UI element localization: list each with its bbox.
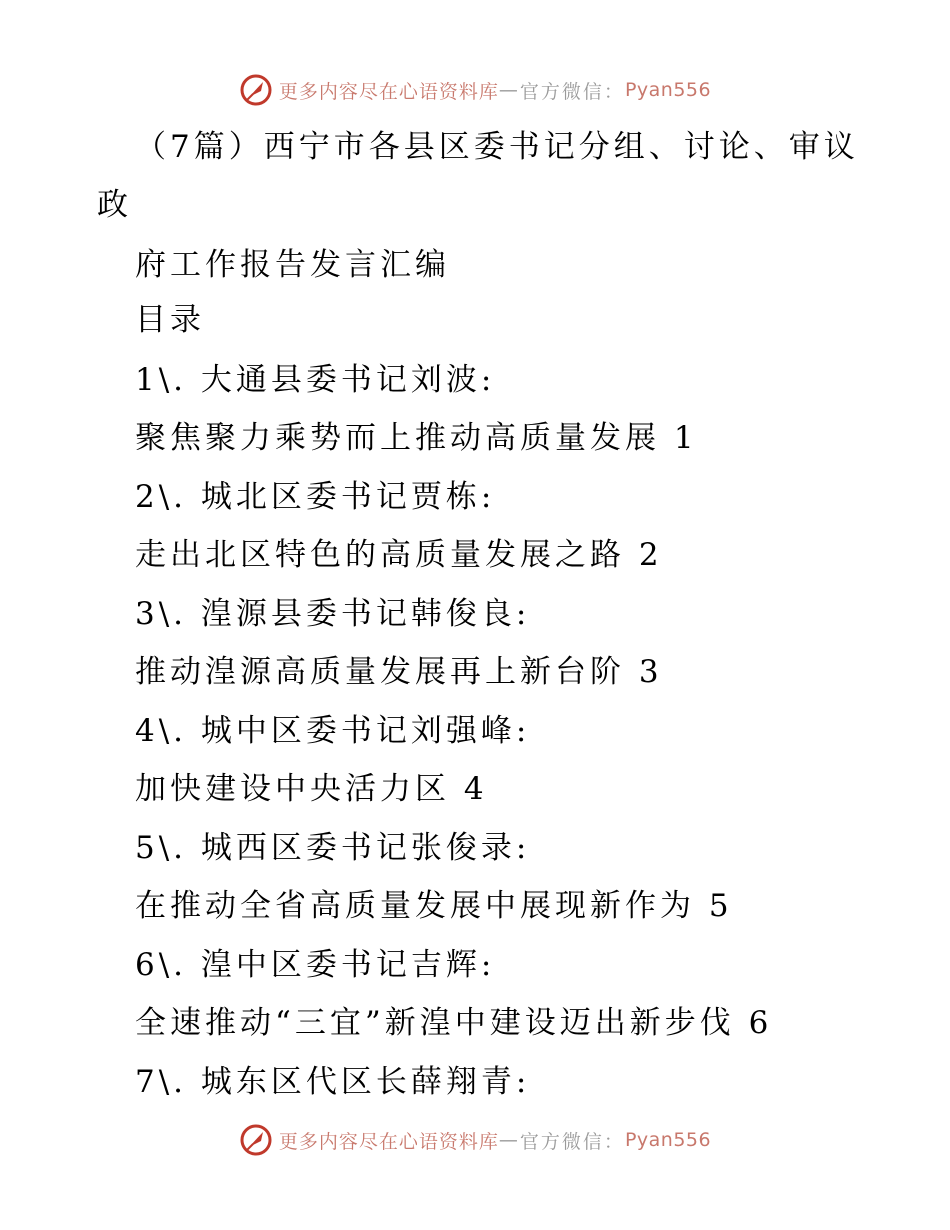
toc-entry-speaker [135, 477, 495, 517]
toc-entry-number: 6\. [135, 947, 188, 983]
watermark-brand-text: 更多内容尽在心语资料库 [278, 1130, 499, 1153]
document-title-line-2: 政 [97, 187, 132, 223]
watermark-official-label: 官方微信： [519, 1130, 625, 1153]
toc-entry-speaker-name: 城东区代区长薛翔青: [200, 1064, 531, 1100]
toc-entry-speaker [135, 594, 530, 634]
toc-entry-number: 4\. [135, 713, 188, 749]
watermark-banner-top [0, 70, 950, 110]
toc-entry-speaker [135, 711, 530, 751]
watermark-brand-text: 更多内容尽在心语资料库 [278, 80, 499, 103]
toc-entry-number: 2\. [135, 479, 188, 515]
quill-logo-icon [239, 73, 273, 107]
toc-entry-speaker-name: 湟中区委书记吉辉: [200, 947, 496, 983]
toc-entry-page: 5 [708, 888, 733, 924]
toc-entry-page: 3 [638, 654, 663, 690]
toc-entry-speaker-name: 城中区委书记刘强峰: [200, 713, 531, 749]
toc-entry-speaker-name: 城西区委书记张俊录: [200, 830, 531, 866]
toc-heading: 目录 [135, 302, 205, 338]
toc-entry-title [135, 535, 663, 575]
toc-entry-title-text: 在推动全省高质量发展中展现新作为 [135, 888, 695, 924]
watermark-wechat-id: Pyan556 [624, 79, 712, 101]
toc-entry-number: 3\. [135, 596, 188, 632]
watermark-official-label: 官方微信： [519, 80, 625, 103]
toc-entry-title [135, 769, 488, 809]
toc-entry-speaker-name: 城北区委书记贾栋: [200, 479, 496, 515]
quill-logo-icon [239, 1123, 273, 1157]
toc-entry-page: 4 [463, 771, 488, 807]
watermark-wechat-id: Pyan556 [624, 1129, 712, 1151]
toc-entry-title [135, 886, 733, 926]
toc-entry-page: 6 [748, 1005, 773, 1041]
toc-entry-title [135, 652, 663, 692]
watermark-banner-bottom [0, 1120, 950, 1160]
document-title-line-3: 府工作报告发言汇编 [135, 247, 450, 283]
toc-entry-speaker [135, 828, 530, 868]
toc-entry-number: 7\. [135, 1064, 188, 1100]
toc-entry-speaker [135, 945, 495, 985]
toc-entry-title-text: 推动湟源高质量发展再上新台阶 [135, 654, 625, 690]
toc-entry-title [135, 418, 698, 458]
toc-entry-number: 5\. [135, 830, 188, 866]
toc-entry-speaker-name: 大通县委书记刘波: [200, 362, 496, 398]
toc-entry-page: 1 [673, 420, 698, 456]
toc-entry-title-text: 聚焦聚力乘势而上推动高质量发展 [135, 420, 660, 456]
toc-entry-title [135, 1003, 772, 1043]
toc-entry-speaker [135, 1062, 530, 1102]
document-title-line-1: （7篇）西宁市各县区委书记分组、讨论、审议 [135, 129, 859, 165]
toc-entry-speaker [135, 360, 495, 400]
watermark-separator: — [498, 1129, 520, 1151]
toc-entry-title-text: 加快建设中央活力区 [135, 771, 450, 807]
watermark-separator: — [498, 79, 520, 101]
toc-entry-title-text: 走出北区特色的高质量发展之路 [135, 537, 625, 573]
toc-entry-title-text: 全速推动“三宜”新湟中建设迈出新步伐 [135, 1005, 735, 1041]
toc-entry-page: 2 [638, 537, 663, 573]
toc-entry-number: 1\. [135, 362, 188, 398]
toc-entry-speaker-name: 湟源县委书记韩俊良: [200, 596, 531, 632]
